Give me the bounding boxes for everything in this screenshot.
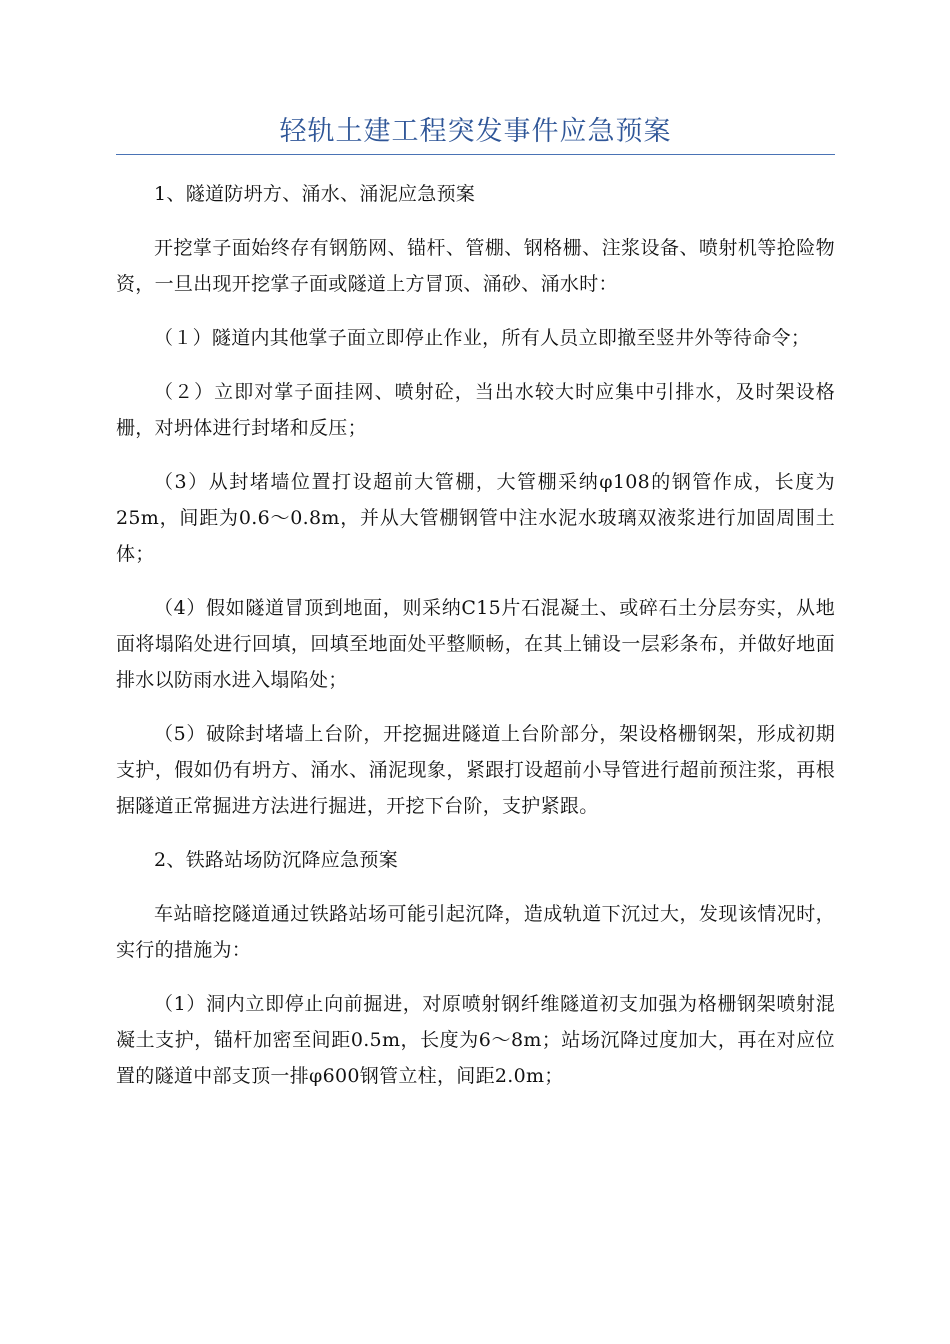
- title-underline: [116, 154, 835, 155]
- paragraph-intro-2: 车站暗挖隧道通过铁路站场可能引起沉降，造成轨道下沉过大，发现该情况时，实行的措施为：: [116, 903, 835, 961]
- paragraph-intro-1: 开挖掌子面始终存有钢筋网、锚杆、管棚、钢格栅、注浆设备、喷射机等抢险物资，一旦出现开挖掌子面或隧道上方冒顶、涌砂、涌水时：: [116, 237, 835, 295]
- section-heading-2: 2、铁路站场防沉降应急预案: [154, 849, 398, 871]
- paragraph-step-5: （5）破除封堵墙上台阶，开挖掘进隧道上台阶部分，架设格栅钢架，形成初期支护，假如仍有坍方、涌水、涌泥现象，紧跟打设超前小导管进行超前预注浆，再根据隧道正常掘进方法进行掘进，开挖下台阶，支护紧跟。: [116, 723, 835, 817]
- paragraph-step-4: （4）假如隧道冒顶到地面，则采纳C15片石混凝土、或碎石土分层夯实，从地面将塌陷处进行回填，回填至地面处平整顺畅，在其上铺设一层彩条布，并做好地面排水以防雨水进入塌陷处；: [116, 597, 835, 691]
- section-heading-1: 1、隧道防坍方、涌水、涌泥应急预案: [154, 183, 476, 205]
- paragraph-step-1: （１）隧道内其他掌子面立即停止作业，所有人员立即撤至竖井外等待命令；: [154, 327, 811, 349]
- paragraph-step-2: （２）立即对掌子面挂网、喷射砼，当出水较大时应集中引排水，及时架设格栅，对坍体进行封堵和反压；: [116, 381, 835, 439]
- document-body: [116, 176, 835, 1112]
- paragraph-step-2-1: （1）洞内立即停止向前掘进，对原喷射钢纤维隧道初支加强为格栅钢架喷射混凝土支护，锚杆加密至间距0.5m，长度为6～8m；站场沉降过度加大，再在对应位置的隧道中部支顶一排φ600钢管立柱，间距2.0m；: [116, 993, 835, 1087]
- document-title: 轻轨土建工程突发事件应急预案: [279, 116, 672, 147]
- paragraph-step-3: （3）从封堵墙位置打设超前大管棚，大管棚采纳φ108的钢管作成，长度为25m，间距为0.6～0.8m，并从大管棚钢管中注水泥水玻璃双液浆进行加固周围土体；: [116, 471, 835, 565]
